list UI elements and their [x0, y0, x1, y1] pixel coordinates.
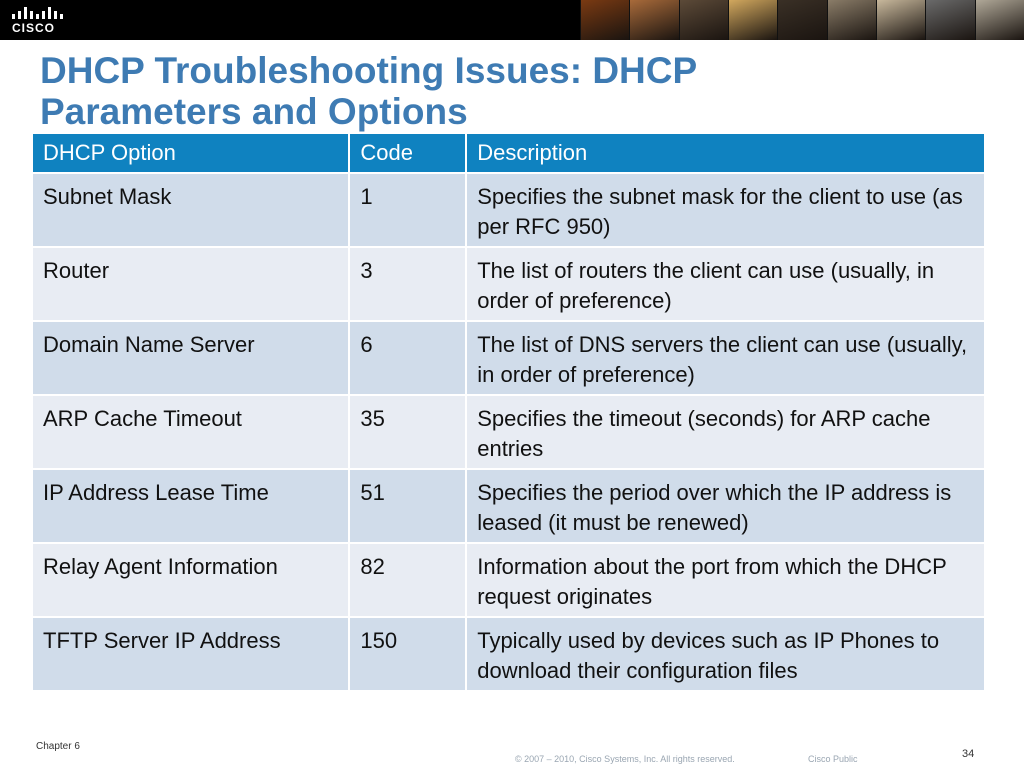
cell-code: 150 — [349, 617, 466, 691]
table-row — [32, 173, 985, 247]
title-line-1: DHCP Troubleshooting Issues: DHCP — [40, 50, 698, 91]
cell-description: Specifies the period over which the IP address is leased (it must be renewed) — [466, 469, 985, 543]
cell-option: TFTP Server IP Address — [32, 617, 349, 691]
banner-photo — [580, 0, 629, 40]
cell-code: 1 — [349, 173, 466, 247]
banner-photo — [629, 0, 678, 40]
column-header-description: Description — [466, 133, 985, 173]
cell-description: Specifies the timeout (seconds) for ARP cache entries — [466, 395, 985, 469]
cell-code: 51 — [349, 469, 466, 543]
banner-photo — [679, 0, 728, 40]
table-row — [32, 469, 985, 543]
cell-option: Router — [32, 247, 349, 321]
table-row — [32, 617, 985, 691]
banner-photo — [827, 0, 876, 40]
cell-code: 3 — [349, 247, 466, 321]
cell-code: 82 — [349, 543, 466, 617]
cell-code: 6 — [349, 321, 466, 395]
cell-description: The list of DNS servers the client can use (usually, in order of preference) — [466, 321, 985, 395]
banner-photo-strip — [580, 0, 1024, 40]
column-header-option: DHCP Option — [32, 133, 349, 173]
banner-photo — [728, 0, 777, 40]
banner-photo — [925, 0, 974, 40]
banner-photo — [777, 0, 826, 40]
cell-option: Relay Agent Information — [32, 543, 349, 617]
cell-option: Subnet Mask — [32, 173, 349, 247]
page-number: 34 — [962, 748, 975, 760]
banner-photo — [975, 0, 1024, 40]
logo-wordmark: CISCO — [12, 21, 56, 35]
table-row — [32, 321, 985, 395]
slide-title — [40, 50, 940, 132]
copyright-notice: © 2007 – 2010, Cisco Systems, Inc. All rights reserved. — [515, 754, 735, 764]
cell-description: Information about the port from which the DHCP request originates — [466, 543, 985, 617]
chapter-label: Chapter 6 — [36, 741, 80, 752]
cell-description: Typically used by devices such as IP Phones to download their configuration files — [466, 617, 985, 691]
classification-label: Cisco Public — [808, 754, 858, 764]
cell-code: 35 — [349, 395, 466, 469]
cisco-bars-icon — [8, 7, 68, 19]
table-row — [32, 247, 985, 321]
banner-photo — [876, 0, 925, 40]
dhcp-options-table — [31, 132, 986, 692]
cell-option: IP Address Lease Time — [32, 469, 349, 543]
top-banner — [0, 0, 1024, 40]
title-line-2: Parameters and Options — [40, 91, 468, 132]
table-row — [32, 543, 985, 617]
cell-description: The list of routers the client can use (usually, in order of preference) — [466, 247, 985, 321]
cell-option: Domain Name Server — [32, 321, 349, 395]
table-row — [32, 395, 985, 469]
cell-option: ARP Cache Timeout — [32, 395, 349, 469]
table-header-row — [32, 133, 985, 173]
cisco-logo — [8, 3, 86, 37]
cell-description: Specifies the subnet mask for the client to use (as per RFC 950) — [466, 173, 985, 247]
column-header-code: Code — [349, 133, 466, 173]
